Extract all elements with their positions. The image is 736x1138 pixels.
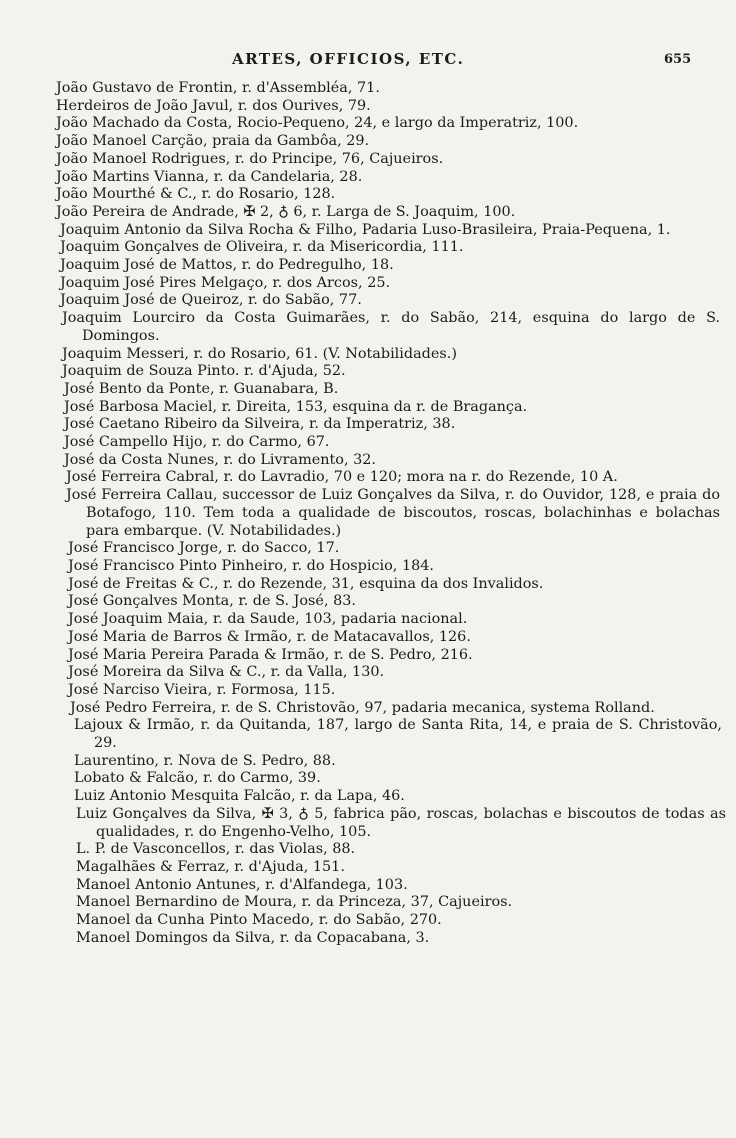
list-item: Manoel Bernardino de Moura, r. da Princeza, 37, Cajueiros. [76, 894, 513, 911]
list-item: João Pereira de Andrade, ✠ 2, ♁ 6, r. Larga de S. Joaquim, 100. [56, 203, 516, 220]
page-number: 655 [664, 52, 692, 67]
list-item: José Francisco Jorge, r. do Sacco, 17. [68, 540, 340, 557]
list-item: João Manoel Rodrigues, r. do Principe, 76, Cajueiros. [56, 150, 444, 167]
list-item: João Machado da Costa, Rocio-Pequeno, 24, e largo da Imperatriz, 100. [56, 115, 579, 132]
list-item: Joaquim Antonio da Silva Rocha & Filho, Padaria Luso-Brasileira, Praia-Pequena, 1. [60, 221, 671, 238]
list-item: José Pedro Ferreira, r. de S. Christovão, 97, padaria mecanica, systema Rolland. [70, 699, 655, 716]
list-item: Manoel da Cunha Pinto Macedo, r. do Sabão, 270. [76, 912, 442, 929]
list-item: Manoel Antonio Antunes, r. d'Alfandega, 103. [76, 876, 408, 893]
list-item: João Manoel Carção, praia da Gambôa, 29. [56, 133, 370, 150]
list-item: José Moreira da Silva & C., r. da Valla, 130. [68, 664, 385, 681]
list-item: José da Costa Nunes, r. do Livramento, 32. [64, 451, 377, 468]
list-item: José Bento da Ponte, r. Guanabara, B. [64, 380, 339, 397]
list-item: José Ferreira Callau, successor de Luiz Gonçalves da Silva, r. do Ouvidor, 128, e praia do Botafogo, 110. Tem toda a qualidade de biscoutos, roscas, bolachinhas e bolachas para embarque. (V. Notabilidades.) [66, 487, 720, 539]
page-header [0, 50, 736, 74]
list-item: João Martins Vianna, r. da Candelaria, 28. [56, 168, 363, 185]
list-item: José Maria Pereira Parada & Irmão, r. de S. Pedro, 216. [68, 646, 473, 663]
list-item: Luiz Gonçalves da Silva, ✠ 3, ♁ 5, fabrica pão, roscas, bolachas e biscoutos de todas as qualidades, r. do Engenho-Velho, 105. [76, 805, 726, 840]
list-item: José Joaquim Maia, r. da Saude, 103, padaria nacional. [68, 611, 468, 628]
list-item: Herdeiros de João Javul, r. dos Ourives, 79. [56, 97, 371, 114]
list-item: Joaquim José de Mattos, r. do Pedregulho, 18. [60, 257, 394, 274]
list-item: José Campello Hijo, r. do Carmo, 67. [64, 434, 330, 451]
list-item: L. P. de Vasconcellos, r. das Violas, 88. [76, 841, 356, 858]
list-item: José Narciso Vieira, r. Formosa, 115. [68, 681, 336, 698]
list-item: José Caetano Ribeiro da Silveira, r. da Imperatriz, 38. [64, 416, 456, 433]
list-item: José Gonçalves Monta, r. de S. José, 83. [68, 593, 356, 610]
section-title: ARTES, OFFICIOS, ETC. [232, 50, 465, 68]
list-item: Magalhães & Ferraz, r. d'Ajuda, 151. [76, 858, 345, 875]
list-item: José Barbosa Maciel, r. Direita, 153, esquina da r. de Bragança. [64, 398, 528, 415]
list-item: João Gustavo de Frontin, r. d'Assembléa, 71. [56, 80, 380, 96]
directory-list [0, 80, 736, 947]
list-item: Luiz Antonio Mesquita Falcão, r. da Lapa, 46. [74, 788, 405, 805]
list-item: José de Freitas & C., r. do Rezende, 31, esquina da dos Invalidos. [68, 575, 544, 592]
list-item: Joaquim de Souza Pinto. r. d'Ajuda, 52. [62, 363, 346, 380]
list-item: Lajoux & Irmão, r. da Quitanda, 187, largo de Santa Rita, 14, e praia de S. Christovão, 29. [74, 717, 722, 752]
list-item: Joaquim José de Queiroz, r. do Sabão, 77. [60, 292, 362, 309]
list-item: Joaquim Lourciro da Costa Guimarães, r. do Sabão, 214, esquina do largo de S. Domingos. [62, 310, 720, 344]
list-item: Joaquim Gonçalves de Oliveira, r. da Misericordia, 111. [60, 239, 464, 256]
list-item: Manoel Domingos da Silva, r. da Copacabana, 3. [76, 929, 430, 946]
list-item: João Mourthé & C., r. do Rosario, 128. [56, 186, 336, 203]
list-item: Joaquim Messeri, r. do Rosario, 61. (V. Notabilidades.) [62, 345, 457, 362]
list-item: Lobato & Falcão, r. do Carmo, 39. [74, 770, 321, 787]
list-item: Joaquim José Pires Melgaço, r. dos Arcos, 25. [60, 274, 391, 291]
list-item: José Ferreira Cabral, r. do Lavradio, 70 e 120; mora na r. do Rezende, 10 A. [66, 469, 618, 486]
list-item: Laurentino, r. Nova de S. Pedro, 88. [74, 752, 336, 769]
list-item: José Francisco Pinto Pinheiro, r. do Hospicio, 184. [68, 557, 434, 574]
list-item: José Maria de Barros & Irmão, r. de Matacavallos, 126. [68, 628, 471, 645]
